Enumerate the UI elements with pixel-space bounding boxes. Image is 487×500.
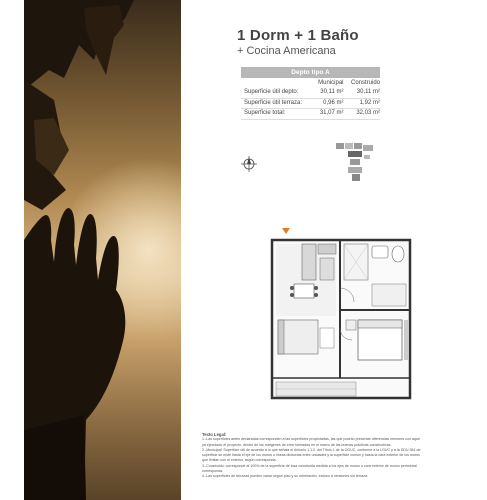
row-label: Superficie útil terraza: [244, 99, 303, 106]
row-municipal: 31,07 m² [319, 110, 344, 116]
leaf-shape [84, 5, 124, 75]
column-construido: Construido [350, 80, 380, 86]
table-row [241, 88, 380, 99]
row-municipal: 30,11 m² [320, 89, 344, 95]
row-municipal: 0,96 m² [323, 99, 344, 106]
row-construido: 1,92 m² [359, 99, 380, 106]
unit-subtitle: + Cocina Americana [237, 45, 336, 57]
surface-table [241, 67, 380, 120]
row-label: Superficie total: [244, 110, 286, 116]
floor-plan [262, 228, 412, 410]
entry-marker-icon [282, 228, 290, 234]
compass-icon [241, 156, 257, 172]
row-construido: 30,11 m² [356, 89, 380, 95]
column-municipal: Municipal [318, 80, 344, 86]
table-row [241, 99, 380, 110]
table-column-headers [241, 78, 380, 88]
legal-note-line: 3.-Construido: corresponde al 100% de la superficie de losa construida medida a los ejes de muros o cara exterior de muros perimetral [202, 463, 417, 468]
row-label: Superficie útil depto: [244, 89, 299, 95]
table-header: Depto tipo A [241, 67, 380, 78]
key-plan-thumbnail [334, 141, 380, 183]
legal-note-line: corresponda. [202, 469, 223, 474]
legal-notes-title: Texto Legal: [202, 432, 227, 437]
legal-note-line: que limitan con el exterior, según corresponda. [202, 458, 277, 463]
row-construido: 32,03 m² [356, 110, 380, 116]
unit-title-block [237, 28, 359, 57]
legal-note-line: 1.-Las superficies antes declaradas corresponden a las superficies proyectadas, las que podrán presentar diferencias menores con aque [202, 437, 420, 442]
unit-title: 1 Dorm + 1 Baño [237, 27, 359, 44]
decorative-photo [24, 0, 181, 500]
legal-notes [202, 432, 464, 480]
table-row [241, 109, 380, 120]
legal-note-line: 2.-Municipal: Superficie útil de acuerdo a lo que señala el Artículo 1.1.2. del Título 1 de la OGUC, conforme a la LGUC y a la DDU 361 de [202, 447, 421, 452]
legal-note-line: 4.-Las superficies de terrazas pueden variar según piso y su orientación, incluso a versiones sin terraza. [202, 474, 368, 479]
legal-note-line: superficie se mide hasta el eje de los muros o líneas divisorias entre unidades y la superficie común y hasta la cara exterior de los muros [202, 453, 420, 458]
legal-note-line: ya ejecutado el proyecto, dentro de los márgenes de error toleradas en el marco de las buenas prácticas constructivas. [202, 442, 392, 447]
